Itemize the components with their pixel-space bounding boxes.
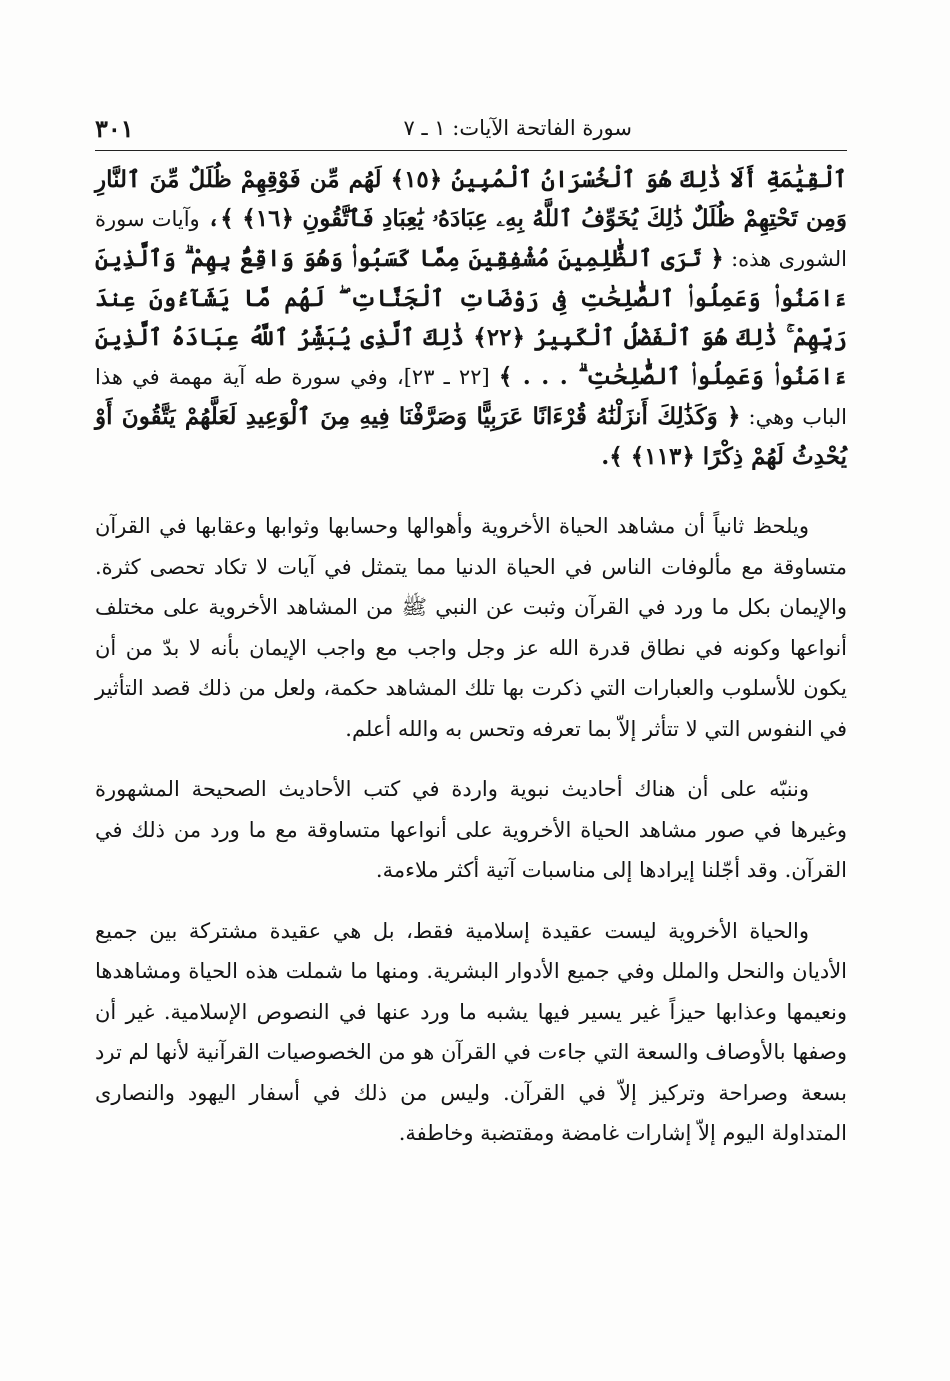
commentary-connector: [٢٢ ـ ٢٣]، وفي سورة طه آية مهمة في هذا الباب وهي: (95, 365, 847, 429)
quran-verse-segment: ٱلْقِيَٰمَةِ أَلَا ذَٰلِكَ هُوَ ٱلْخُسْرَانُ ٱلْمُبِينُ ﴿١٥﴾ لَهُم مِّن فَوْقِهِمْ ظُلَلٌ مِّنَ ٱلنَّارِ وَمِن تَحْتِهِمْ ظُلَلٌ ذَٰلِكَ يُخَوِّفُ ٱللَّهُ بِهِۦ عِبَادَهُۥ يَٰعِبَادِ فَٱتَّقُونِ ﴿١٦﴾ ﴾، (95, 166, 847, 232)
quran-verse-segment: ﴿ تَرَى ٱلظَّٰلِمِينَ مُشْفِقِينَ مِمَّا كَسَبُوا۟ وَهُوَ وَاقِعٌۢ بِهِمْ ۗ وَٱلَّذِينَ ءَامَنُوا۟ وَعَمِلُوا۟ ٱلصَّٰلِحَٰتِ فِى رَوْضَاتِ ٱلْجَنَّاتِ ۖ لَهُم مَّا يَشَآءُونَ عِندَ رَبِّهِمْ ۚ ذَٰلِكَ هُوَ ٱلْفَضْلُ ٱلْكَبِيرُ ﴿٢٢﴾ ذَٰلِكَ ٱلَّذِى يُبَشِّرُ ٱللَّهُ عِبَادَهُ ٱلَّذِينَ ءَامَنُوا۟ وَعَمِلُوا۟ ٱلصَّٰلِحَٰتِ ۗ . . . ﴾ (95, 245, 847, 390)
quran-verses-block (95, 160, 847, 476)
commentary-connector: وآيات سورة الشورى هذه: (95, 207, 847, 271)
quran-verse-segment: ﴿ وَكَذَٰلِكَ أَنزَلْنَٰهُ قُرْءَانًا عَرَبِيًّا وَصَرَّفْنَا فِيهِ مِنَ ٱلْوَعِيدِ لَعَلَّهُمْ يَتَّقُونَ أَوْ يُحْدِثُ لَهُمْ ذِكْرًا ﴿١١٣﴾ ﴾. (95, 403, 847, 470)
body-paragraph: وننبّه على أن هناك أحاديث نبوية واردة في كتب الأحاديث الصحيحة المشهورة وغيرها في صور مشاهد الحياة الأخروية على أنواعها متساوقة مع ما ورد من ذلك في القرآن. وقد أجّلنا إيرادها إلى مناسبات آتية أكثر ملاءمة. (95, 777, 847, 882)
running-title: سورة الفاتحة الآيات: ١ ـ ٧ (403, 116, 632, 140)
header-divider (95, 150, 847, 151)
page-header (95, 110, 847, 148)
body-paragraph: ويلحظ ثانياً أن مشاهد الحياة الأخروية وأهوالها وحسابها وثوابها وعقابها في القرآن متساوقة مع مألوفات الناس في الحياة الدنيا مما يتمثل في آيات لا تكاد تحصى كثرة. والإيمان بكل ما ورد في القرآن وثبت عن النبي ﷺ من المشاهد الأخروية على مختلف أنواعها وكونه في نطاق قدرة الله عز وجل واجب مع واجب الإيمان بأنه لا بدّ من أن يكون للأسلوب والعبارات التي ذكرت بها تلك المشاهد حكمة، ولعل من ذلك قصد التأثير في النفوس التي لا تتأثر إلاّ بما تعرفه وتحس به والله أعلم. (95, 514, 848, 741)
body-paragraph: والحياة الأخروية ليست عقيدة إسلامية فقط، بل هي عقيدة مشتركة بين جميع الأديان والنحل والملل وفي جميع الأدوار البشرية. ومنها ما شملت هذه الحياة ومشاهدها ونعيمها وعذابها حيزاً غير يسير فيها يشبه ما ورد عنها في النصوص الإسلامية. غير أن وصفها بالأوصاف والسعة التي جاءت في القرآن هو من الخصوصيات القرآنية لأنها لم ترد بسعة وصراحة وتركيز إلاّ في القرآن. وليس من ذلك في أسفار اليهود والنصارى المتداولة اليوم إلاّ إشارات غامضة ومقتضبة وخاطفة. (95, 918, 847, 1145)
page-number: ٣٠١ (95, 114, 134, 143)
page-body (95, 160, 847, 1154)
